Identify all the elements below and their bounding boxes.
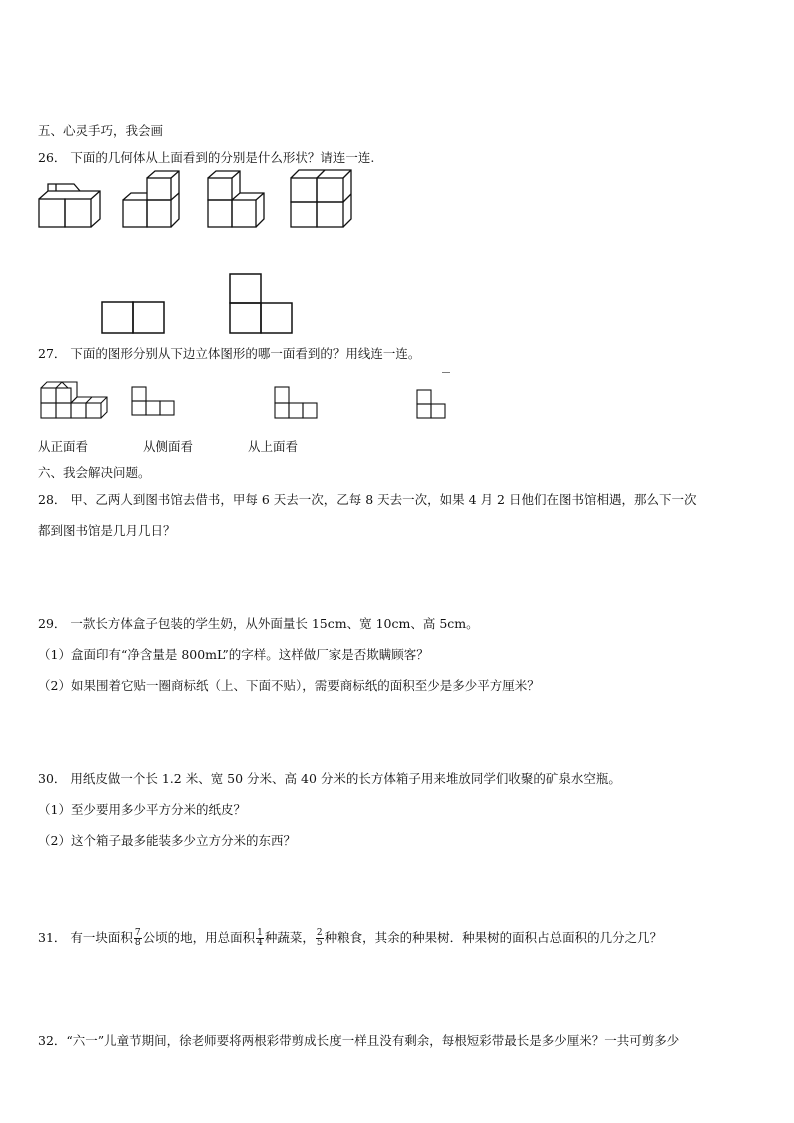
q26-view-l-shape <box>230 274 292 333</box>
question-29-sub-1: （1）盒面印有“净含量是 800mL”的字样。这样做厂家是否欺瞒顾客？ <box>38 647 429 662</box>
q26-solid-3 <box>208 171 264 227</box>
q27-label-front: 从正面看 <box>38 439 89 454</box>
question-31 <box>38 928 662 948</box>
q27-view-b <box>275 387 317 418</box>
fraction-1-4 <box>256 929 264 948</box>
q27-label-top: 从上面看 <box>248 439 299 454</box>
fraction-7-8 <box>134 929 142 948</box>
question-29-sub-2: （2）如果围着它贴一圈商标纸（上、下面不贴），需要商标纸的面积至少是多少平方厘米？ <box>38 678 540 693</box>
q31-part-4: 种粮食，其余的种果树．种果树的面积占总面积的几分之几？ <box>324 930 663 945</box>
fraction-numerator: 1 <box>257 928 263 938</box>
fraction-denominator: 8 <box>134 938 141 948</box>
q31-part-3: 种蔬菜， <box>264 930 315 945</box>
fraction-numerator: 2 <box>316 928 323 938</box>
question-30: 30． 用纸皮做一个长 1.2 米、宽 50 分米、高 40 分米的长方体箱子用来堆放同学们收聚的矿泉水空瓶。 <box>38 771 621 786</box>
fraction-denominator: 4 <box>257 938 263 948</box>
fraction-denominator: 5 <box>316 938 323 948</box>
question-29: 29． 一款长方体盒子包装的学生奶，从外面量长 15cm、宽 10cm、高 5cm。 <box>38 616 479 631</box>
question-26: 26． 下面的几何体从上面看到的分别是什么形状？请连一连. <box>38 150 375 165</box>
question-32: 32．“六一”儿童节期间，徐老师要将两根彩带剪成长度一样且没有剩余，每根短彩带最长是多少厘米？一共可剪多少 <box>38 1033 680 1048</box>
question-30-sub-1: （1）至少要用多少平方分米的纸皮？ <box>38 802 246 817</box>
section-heading-5: 五、心灵手巧，我会画 <box>38 123 164 138</box>
q26-solid-4 <box>291 170 351 227</box>
q26-views-figure <box>100 272 295 336</box>
q27-label-side: 从侧面看 <box>143 439 194 454</box>
question-28-line-2: 都到图书馆是几月几日？ <box>38 523 176 538</box>
question-27: 27． 下面的图形分别从下边立体图形的哪一面看到的？用线连一连。 <box>38 346 421 361</box>
question-30-sub-2: （2）这个箱子最多能装多少立方分米的东西？ <box>38 833 296 848</box>
q27-view-a <box>132 387 174 415</box>
q26-solids-figure <box>36 166 356 230</box>
q27-view-c <box>417 372 450 418</box>
q27-figure <box>38 372 458 424</box>
question-28-line-1: 28． 甲、乙两人到图书馆去借书，甲每 6 天去一次，乙每 8 天去一次，如果 4 月 2 日他们在图书馆相遇，那么下一次 <box>38 492 697 507</box>
section-heading-6: 六、我会解决问题。 <box>38 465 151 480</box>
fraction-numerator: 7 <box>134 928 141 938</box>
fraction-2-5 <box>316 929 324 948</box>
q31-part-1: 31． 有一块面积 <box>38 930 133 945</box>
q27-solid <box>41 382 107 418</box>
q31-part-2: 公顷的地，用总面积 <box>142 930 256 945</box>
q26-solid-1 <box>39 184 100 227</box>
q26-solid-2 <box>123 171 179 227</box>
q26-view-two-squares <box>102 302 164 333</box>
